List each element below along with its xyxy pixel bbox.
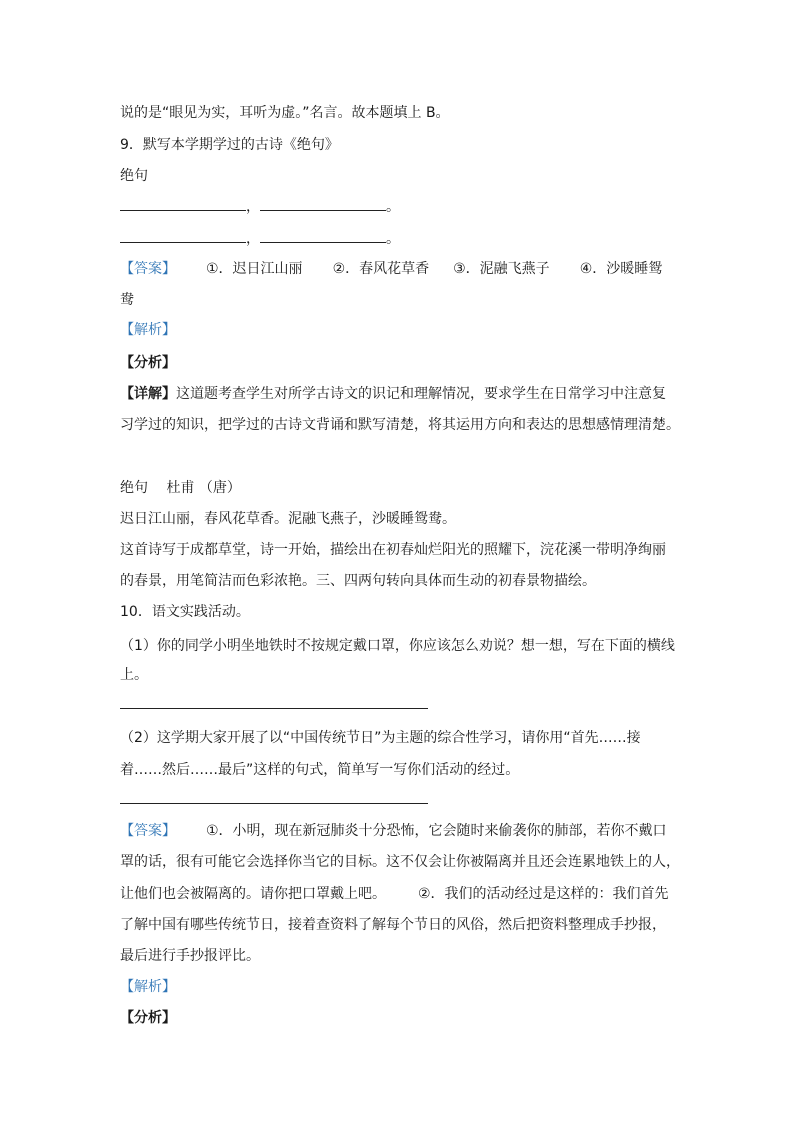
answer-item: ②．春风花草香: [332, 261, 430, 277]
fenxi-tag-q10: 【分析】: [120, 1010, 176, 1026]
comma: ，: [246, 231, 260, 247]
answer-rule-1[interactable]: [120, 708, 428, 709]
answer-item: ④．沙暖睡鸳: [579, 261, 663, 277]
detail-line-1: [120, 384, 680, 404]
detail-text: 这道题考查学生对所学古诗文的识记和理解情况，要求学生在日常学习中注意复: [176, 386, 666, 402]
poem-header: 绝句 杜甫 （唐）: [120, 480, 241, 496]
blank-row-2: [120, 228, 680, 249]
q10-sub1-line-b: 上。: [120, 667, 148, 683]
detail-tag: 【详解】: [120, 386, 176, 402]
analysis-tag-q10: 【解析】: [120, 979, 176, 995]
answer-tag: 【答案】: [120, 823, 176, 839]
fenxi-tag-q9: 【分析】: [120, 355, 176, 371]
answer-rule-2[interactable]: [120, 803, 428, 804]
blank-row-1: [120, 196, 680, 217]
blank-line[interactable]: [120, 196, 246, 211]
answer-row-q10: [120, 821, 680, 841]
answer-line: 了解中国有哪些传统节日，接着查资料了解每个节日的风俗，然后把资料整理成手抄报，: [120, 917, 666, 933]
period: 。: [386, 231, 400, 247]
question-9: 9．默写本学期学过的古诗《绝句》: [120, 137, 339, 153]
answer-item: ①．迟日江山丽: [206, 261, 303, 277]
period: 。: [386, 199, 400, 215]
answer-tag: 【答案】: [120, 261, 176, 277]
answer-line: [120, 884, 680, 904]
answer-line: 罩的话，很有可能它会选择你当它的目标。这不仅会让你被隔离并且还会连累地铁上的人，: [120, 854, 680, 870]
analysis-tag-q9: 【解析】: [120, 322, 176, 338]
answer-text: ①．小明，现在新冠肺炎十分恐怖，它会随时来偷袭你的肺部，若你不戴口: [206, 823, 667, 839]
blank-line[interactable]: [260, 196, 386, 211]
q10-sub2-line-b: 着……然后……最后”这样的句式，简单写一写你们活动的经过。: [120, 762, 520, 778]
blank-line[interactable]: [120, 228, 246, 243]
answer-row-q9: [120, 259, 680, 279]
poem-note-2: 的春景，用笔简洁而色彩浓艳。三、四两句转向具体而生动的初春景物描绘。: [120, 573, 596, 589]
q10-sub2-line-a: （2）这学期大家开展了以“中国传统节日”为主题的综合性学习，请你用“首先……接: [120, 730, 641, 746]
answer-continuation: 鸯: [120, 292, 134, 308]
answer-line: 最后进行手抄报评比。: [120, 948, 260, 964]
blank-line[interactable]: [260, 228, 386, 243]
detail-line-2: 习学过的知识，把学过的古诗文背诵和默写清楚，将其运用方向和表达的思想感情理清楚。: [120, 417, 680, 433]
answer-text: ②．我们的活动经过是这样的：我们首先: [418, 886, 669, 902]
poem-title: 绝句: [120, 168, 148, 184]
poem-body: 迟日江山丽，春风花草香。泥融飞燕子，沙暖睡鸳鸯。: [120, 511, 456, 527]
poem-note-1: 这首诗写于成都草堂，诗一开始，描绘出在初春灿烂阳光的照耀下，浣花溪一带明净绚丽: [120, 542, 666, 558]
answer-item: ③．泥融飞燕子: [453, 261, 550, 277]
comma: ，: [246, 199, 260, 215]
intro-line: 说的是“眼见为实，耳听为虚。”名言。故本题填上 B。: [120, 105, 450, 121]
answer-text: 让他们也会被隔离的。请你把口罩戴上吧。: [120, 886, 386, 902]
question-10: 10．语文实践活动。: [120, 604, 250, 620]
q10-sub1-line-a: （1）你的同学小明坐地铁时不按规定戴口罩，你应该怎么劝说？想一想，写在下面的横线: [120, 638, 675, 654]
